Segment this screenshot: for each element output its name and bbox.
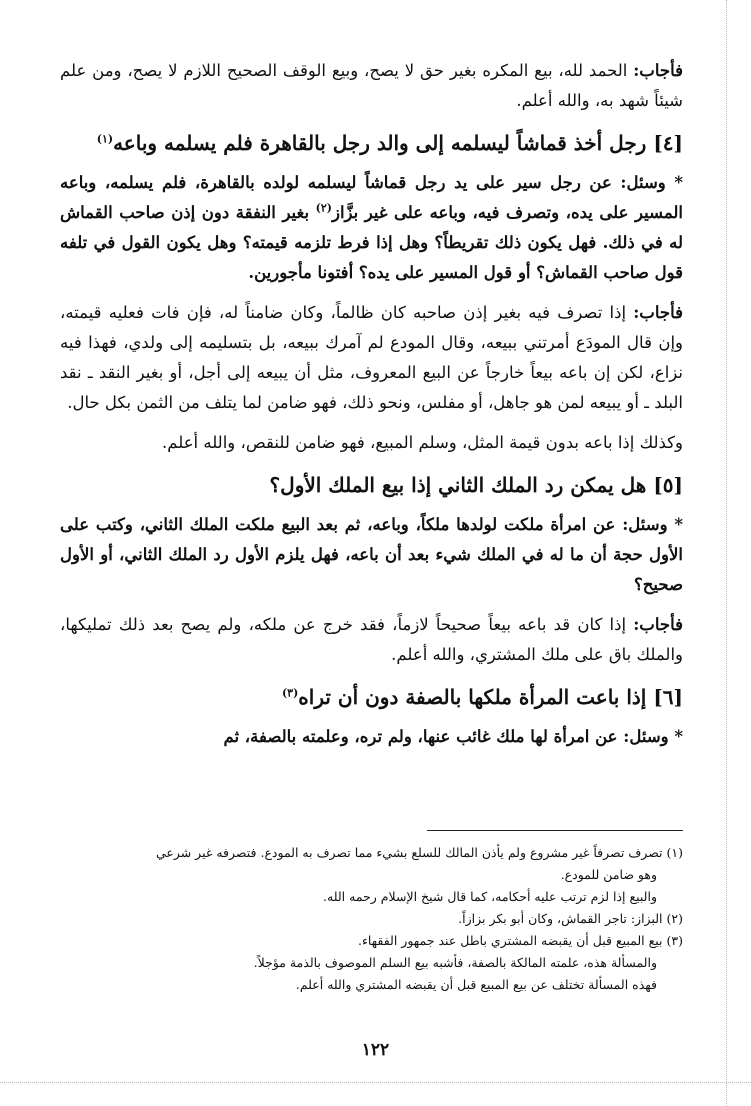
question-paragraph	[60, 722, 683, 752]
footnote-continuation	[60, 886, 683, 908]
answer-text: إذا تصرف فيه بغير إذن صاحبه كان ظالماً، وكان ضامناً له، فإن فات فعليه قيمته، وإن قال المودَع أمرتني ببيعه، وقال المودع لم آمرك ببيعه، بل بتسليمه إلى ولدي، فهذا فيه نزاع، لكن إن باعه بيعاً خارجاً عن البيع المعروف، مثل أن يبيعه إلى أجل، أو بغير النقد ـ نقد البلد ـ أو يبيعه لمن هو جاهل، أو مفلس، ونحو ذلك، فهو ضامن لما يتلف من الثمن بكل حال.	[60, 303, 683, 412]
answer-lead: فأجاب:	[633, 61, 683, 80]
footnote-rule	[427, 830, 683, 831]
section-title: رجل أخذ قماشاً ليسلمه إلى والد رجل بالقاهرة فلم يسلمه وباعه	[113, 131, 647, 155]
section-heading	[60, 128, 683, 158]
section-number: [٤]	[653, 131, 683, 155]
section-heading	[60, 470, 683, 500]
footnote-number: (٣)	[666, 933, 683, 948]
scan-edge-right	[726, 0, 727, 1106]
footnote-continuation	[60, 864, 683, 886]
question-text: * وسئل: عن امرأة لها ملك غائب عنها، ولم تره، وعلمته بالصفة، ثم	[223, 727, 683, 746]
answer-paragraph	[60, 56, 683, 116]
footnote-ref: (١)	[96, 132, 114, 146]
answer-text: إذا كان قد باعه بيعاً صحيحاً لازماً، فقد خرج عن ملكه، ولم يصح بعد ذلك تمليكها، والملك باق على ملك المشتري، والله أعلم.	[60, 615, 683, 664]
footnote-text: والمسألة هذه، علمته المالكة بالصفة، فأشبه بيع السلم الموصوف بالذمة مؤجلاً.	[253, 955, 657, 970]
page-number: ١٢٢	[361, 1040, 390, 1060]
footnote-text: وهو ضامن للمودع.	[560, 867, 657, 882]
footnote-number: (٢)	[666, 911, 683, 926]
footnote	[60, 908, 683, 930]
footnote-text: تصرف تصرفاً غير مشروع ولم يأذن المالك للسلع بشيء مما تصرف به المودع. فتصرفه غير شرعي	[155, 845, 663, 860]
section-heading	[60, 682, 683, 712]
footnote-text: فهذه المسألة تختلف عن بيع المبيع قبل أن يقبضه المشتري والله أعلم.	[295, 977, 657, 992]
plain-paragraph	[60, 428, 683, 458]
page-body	[60, 56, 683, 752]
answer-lead: فأجاب:	[633, 303, 683, 322]
section-title: هل يمكن رد الملك الثاني إذا بيع الملك الأول؟	[269, 473, 647, 497]
section-number: [٦]	[653, 685, 683, 709]
scan-edge-bottom	[0, 1082, 751, 1083]
footnote-text: بيع المبيع قبل أن يقبضه المشتري باطل عند جمهور الفقهاء.	[357, 933, 663, 948]
footnote-number: (١)	[666, 845, 683, 860]
footnote-continuation	[60, 974, 683, 996]
answer-text: الحمد لله، بيع المكره بغير حق لا يصح، وبيع الوقف الصحيح اللازم لا يصح، ومن علم شيئاً شهد به، والله أعلم.	[60, 61, 683, 110]
footnote-continuation	[60, 952, 683, 974]
question-paragraph	[60, 510, 683, 600]
question-paragraph	[60, 168, 683, 288]
answer-paragraph	[60, 298, 683, 418]
footnote-text: البزاز: تاجر القماش، وكان أبو بكر بزازاً.	[458, 911, 663, 926]
section-number: [٥]	[653, 473, 683, 497]
section-title: إذا باعت المرأة ملكها بالصفة دون أن تراه	[298, 685, 647, 709]
answer-lead: فأجاب:	[633, 615, 683, 634]
answer-paragraph	[60, 610, 683, 670]
question-text: * وسئل: عن امرأة ملكت لولدها ملكاً، وباعه، ثم بعد البيع ملكت الملك الثاني، وكتب على الأول حجة أن ما له في الملك شيء بعد أن باعه، فهل يلزم الأول رد الملك الثاني، أو الأول صحيح؟	[60, 515, 684, 594]
question-text: * وسئل: عن رجل سير على يد رجل قماشاً ليسلمه لولده بالقاهرة، فلم يسلمه، وباعه المسير على يده، وتصرف فيه، وباعه على غير بزَّاز	[60, 173, 683, 222]
footnote	[60, 842, 683, 864]
footnote-ref: (٣)	[281, 686, 299, 700]
question-text-cont: بغير النفقة دون إذن صاحب القماش له في ذلك. فهل يكون ذلك تقريطاً؟ وهل إذا فرط تلزمه قيمته؟ وهل يكون القول في تلفه قول صاحب القماش؟ أو قول المسير على يده؟ أفتونا مأجورين.	[60, 203, 683, 282]
footnote-text: والبيع إذا لزم ترتب عليه أحكامه، كما قال شيخ الإسلام رحمه الله.	[323, 889, 657, 904]
plain-text: وكذلك إذا باعه بدون قيمة المثل، وسلم المبيع، فهو ضامن للنقص، والله أعلم.	[162, 433, 683, 452]
footnote-ref: (٢)	[315, 201, 332, 215]
footnote	[60, 930, 683, 952]
footnotes	[60, 842, 683, 996]
